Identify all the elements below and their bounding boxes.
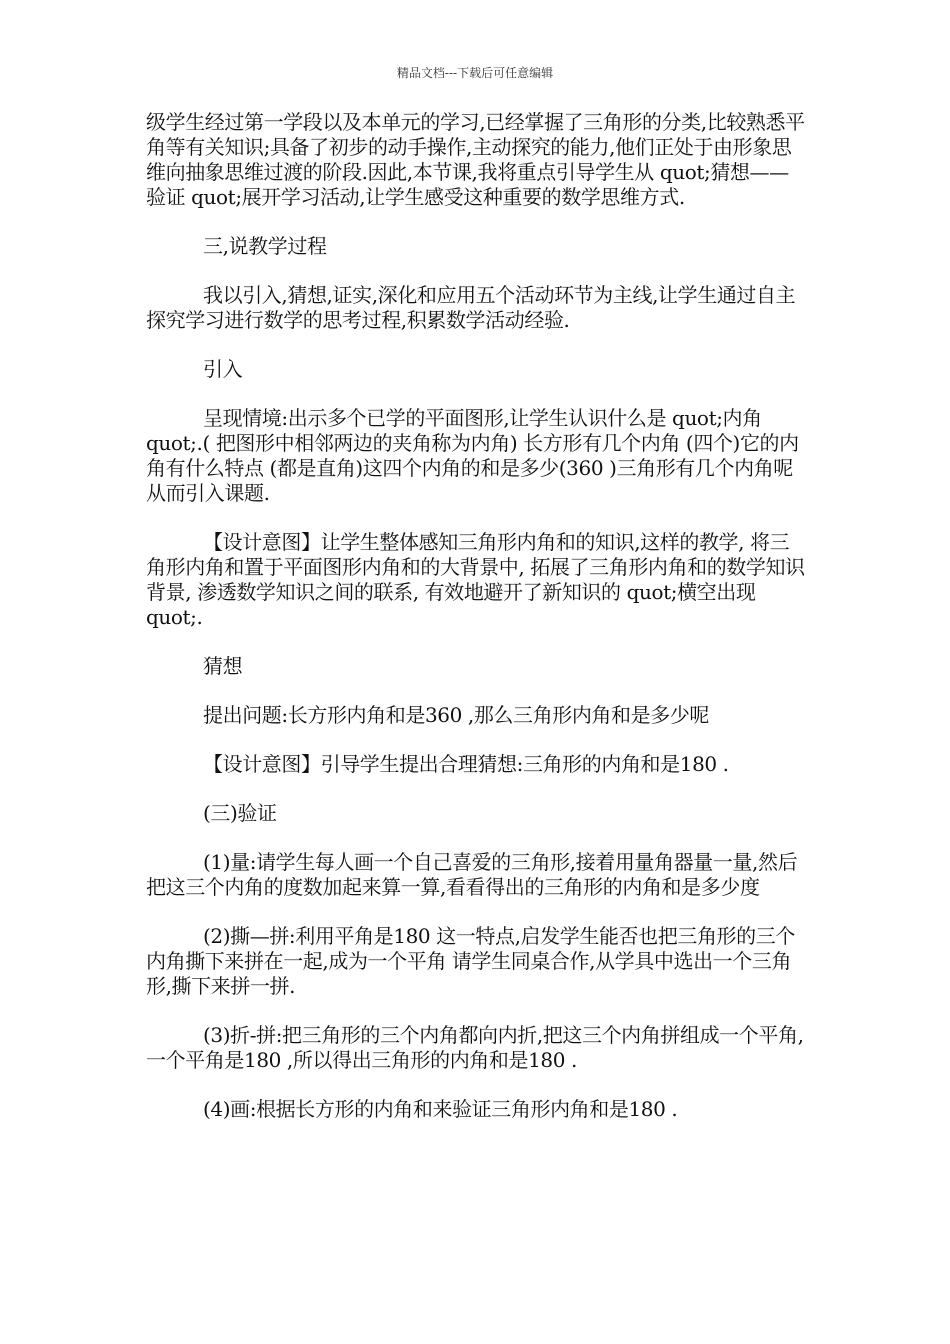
document-body [146,110,808,1146]
paragraph-step-fold: (3)折-拼:把三角形的三个内角都向内折,把这三个内角拼组成一个平角,一个平角是180 ,所以得出三角形的内角和是180 . [146,1023,804,1072]
paragraph-step-tear: (2)撕—拼:利用平角是180 这一特点,启发学生能否也把三角形的三个内角撕下来拼在一起,成为一个平角 请学生同桌合作,从学具中选出一个三角形,撕下来拼一拼. [146,924,795,998]
paragraph-present-situation: 呈现情境:出示多个已学的平面图形,让学生认识什么是 quot;内角 quot;.( 把图形中相邻两边的夹角称为内角) 长方形有几个内角 (四个)它的内角有什么特点 (都是直角)这四个内角的和是多少(360 )三角形有几个内角呢 从而引入课题. [146,406,799,505]
subheading-conjecture: 猜想 [203,654,243,678]
section-heading-teaching-process: 三,说教学过程 [203,234,327,258]
paragraph-step-draw: (4)画:根据长方形的内角和来验证三角形内角和是180 . [203,1097,678,1121]
paragraph-question: 提出问题:长方形内角和是360 ,那么三角形内角和是多少呢 [203,703,710,727]
paragraph-design-intent-1: 【设计意图】让学生整体感知三角形内角和的知识,这样的教学, 将三角形内角和置于平面图形内角和的大背景中, 拓展了三角形内角和的数学知识背景, 渗透数学知识之间的联系, 有效地避开了新知识的 quot;横空出现 quot;. [146,530,805,629]
subheading-verification: (三)验证 [203,801,277,825]
page-header: 精品文档---下载后可任意编辑 [396,66,554,80]
paragraph-student-analysis: 级学生经过第一学段以及本单元的学习,已经掌握了三角形的分类,比较熟悉平角等有关知识;具备了初步的动手操作,主动探究的能力,他们正处于由形象思维向抽象思维过渡的阶段.因此,本节课,我将重点引导学生从 quot;猜想——验证 quot;展开学习活动,让学生感受这种重要的数学思维方式. [146,110,805,209]
paragraph-design-intent-2: 【设计意图】引导学生提出合理猜想:三角形的内角和是180 . [203,752,729,776]
paragraph-overview: 我以引入,猜想,证实,深化和应用五个活动环节为主线,让学生通过自主探究学习进行数学的思考过程,积累数学活动经验. [146,283,796,332]
subheading-introduction: 引入 [203,357,243,381]
paragraph-step-measure: (1)量:请学生每人画一个自己喜爱的三角形,接着用量角器量一量,然后把这三个内角的度数加起来算一算,看看得出的三角形的内角和是多少度 [146,850,798,899]
